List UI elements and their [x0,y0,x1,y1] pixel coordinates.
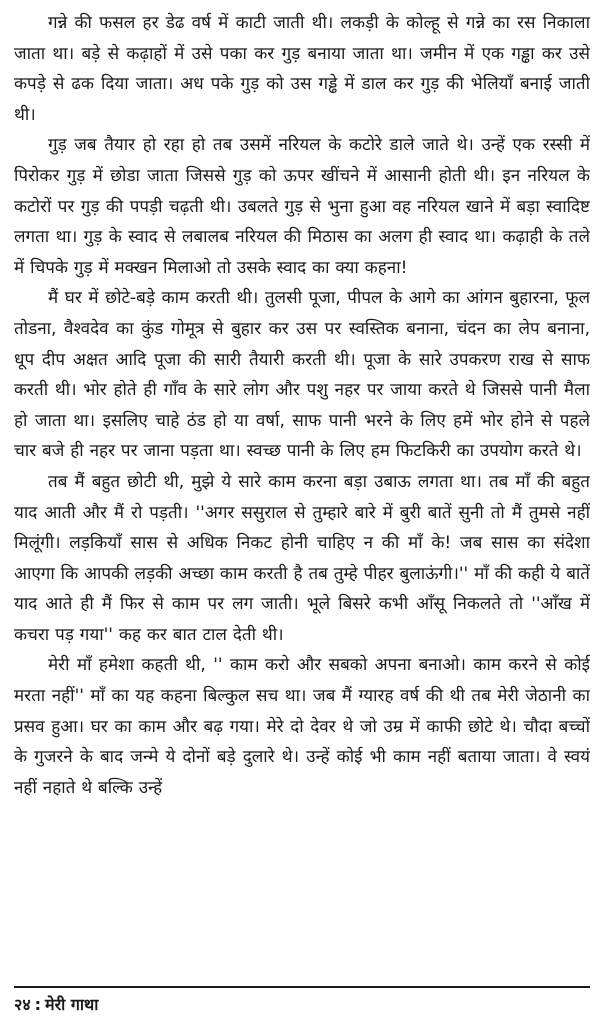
paragraph-3: मैं घर में छोटे-बड़े काम करती थी। तुलसी पूजा, पीपल के आगे का आंगन बुहारना, फूल तोडना, वैश्वदेव का कुंड गोमूत्र से बुहार कर उस पर स्वस्तिक बनाना, चंदन का लेप बनाना, धूप दीप अक्षत आदि पूजा की सारी तैयारी करती थी। पूजा के सारे उपकरण राख से साफ करती थी। भोर होते ही गाँव के सारे लोग और पशु नहर पर जाया करते थे जिससे पानी मैला हो जाता था। इसलिए चाहे ठंड हो या वर्षा, साफ पानी भरने के लिए हमें भोर होने से पहले चार बजे ही नहर पर जाना पड़ता था। स्वच्छ पानी के लिए हम फिटकिरी का उपयोग करते थे। [14,288,590,462]
paragraph-5: मेरी माँ हमेशा कहती थी, '' काम करो और सबको अपना बनाओ। काम करने से कोई मरता नहीं'' माँ का यह कहना बिल्कुल सच था। जब मैं ग्यारह वर्ष की थी तब मेरी जेठानी का प्रसव हुआ। घर का काम और बढ़ गया। मेरे दो देवर थे जो उम्र में काफी छोटे थे। चौदा बच्चों के गुजरने के बाद जन्मे ये दोनों बड़े दुलारे थे। उन्हें कोई भी काम नहीं बताया जाता। वे स्वयं नहीं नहाते थे बल्कि उन्हें [14,655,590,798]
book-title: मेरी गाथा [45,995,99,1014]
paragraph-2: गुड़ जब तैयार हो रहा हो तब उसमें नरियल के कटोरे डाले जाते थे। उन्हें एक रस्सी में पिरोकर गुड़ में छोडा जाता जिससे गुड़ को ऊपर खींचने में आसानी होती थी। इन नरियल के कटोरों पर गुड़ की पपड़ी चढ़ती थी। उबलते गुड़ से भुना हुआ वह नरियल खाने में बड़ा स्वादिष्ट लगता था। गुड़ के स्वाद से लबालब नरियल की मिठास का अलग ही स्वाद था। कढ़ाही के तले में चिपके गुड़ में मक्खन मिलाओ तो उसके स्वाद का क्या कहना! [14,135,590,278]
page-footer [14,994,98,1016]
paragraph-4: तब मैं बहुत छोटी थी, मुझे ये सारे काम करना बड़ा उबाऊ लगता था। तब माँ की बहुत याद आती और मैं रो पड़ती। ''अगर ससुराल से तुम्हारे बारे में बुरी बातें सुनी तो मैं तुमसे नहीं मिलूंगी। लड़कियाँ सास से अधिक निकट होनी चाहिए न की माँ के! जब सास का संदेशा आएगा कि आपकी लड़की अच्छा काम करती है तब तुम्हे पीहर बुलाऊंगी।'' माँ की कही ये बातें याद आते ही मैं फिर से काम पर लग जाती। भूले बिसरे कभी आँसू निकलते तो ''आँख में कचरा पड़ गया'' कह कर बात टाल देती थी। [14,471,590,645]
footer-separator: : [34,995,42,1014]
page-number: २४ [14,995,31,1014]
page-body [14,8,590,974]
footer-divider [14,986,590,988]
paragraph-1: गन्ने की फसल हर डेढ वर्ष में काटी जाती थी। लकड़ी के कोल्हू से गन्ने का रस निकाला जाता था। बड़े से कढ़ाहों में उसे पका कर गुड़ बनाया जाता था। जमीन में एक गड्ढा कर उसे कपड़े से ढक दिया जाता। अध पके गुड़ को उस गड्ढे में डाल कर गुड़ की भेलियाँ बनाई जाती थी। [14,13,590,125]
